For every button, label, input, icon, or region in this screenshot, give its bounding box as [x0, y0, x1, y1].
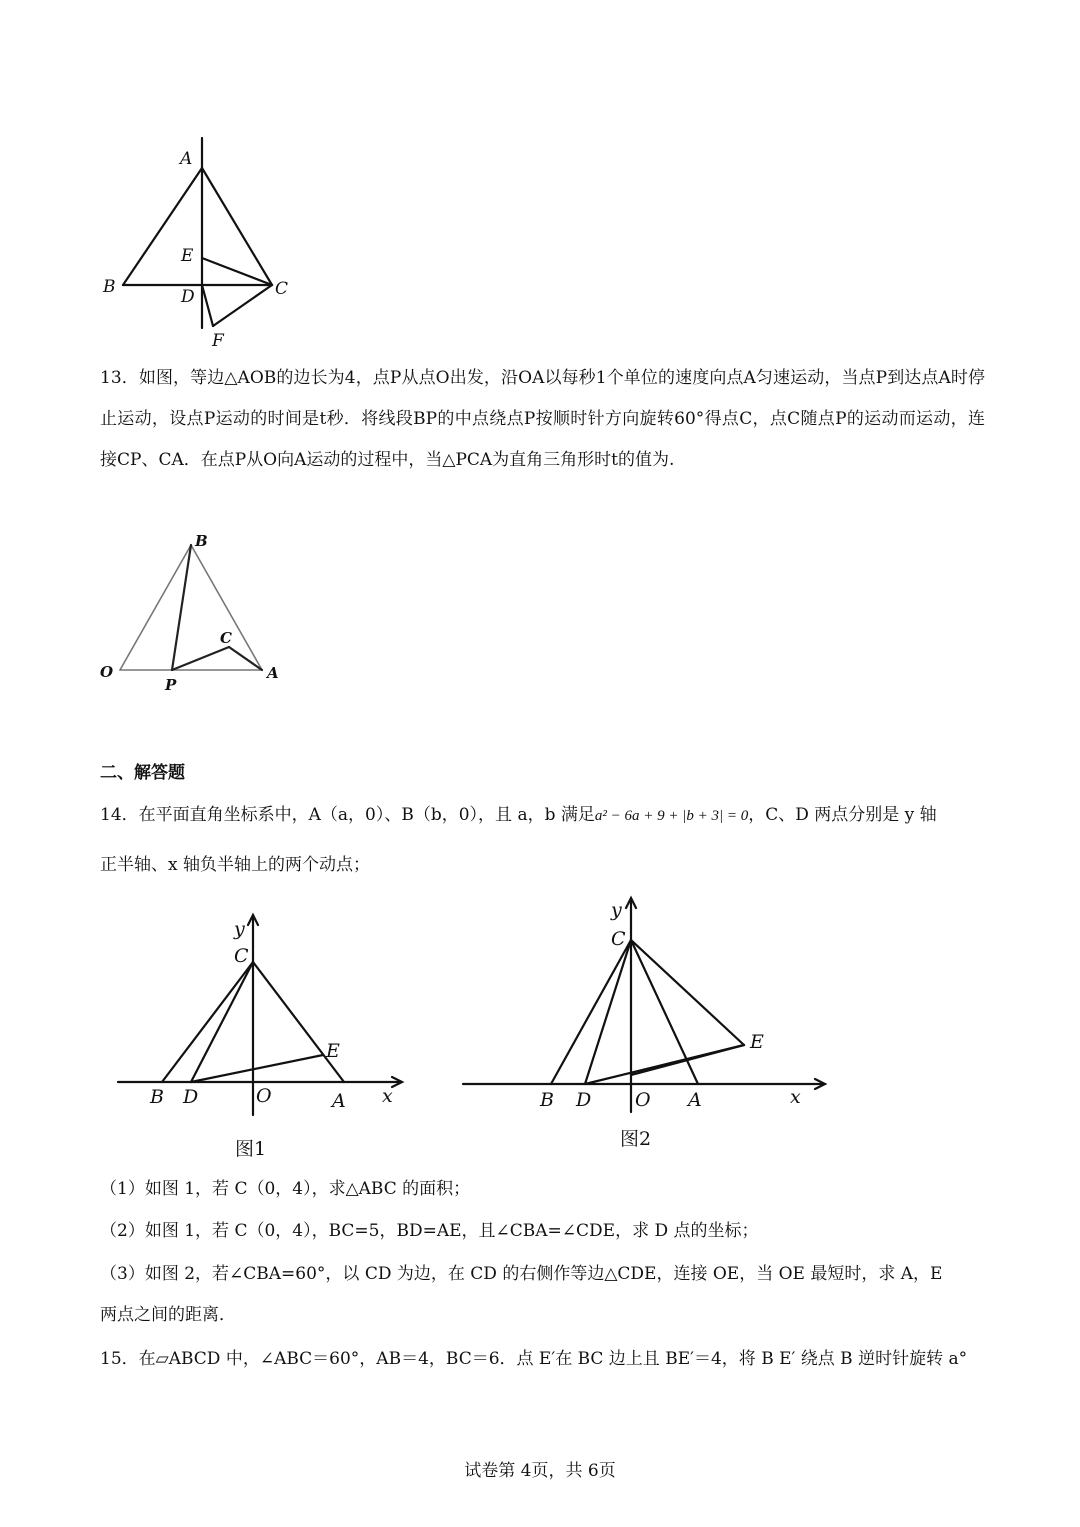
label-A: A — [688, 1089, 702, 1111]
label-O: O — [256, 1085, 272, 1107]
label-C: C — [234, 945, 249, 967]
line-AC — [202, 168, 272, 285]
label-F: F — [212, 331, 224, 351]
label-D: D — [576, 1089, 592, 1111]
line-DF — [202, 285, 213, 326]
question-14-sub2: （2）如图 1，若 C（0，4），BC=5，BD=AE，且∠CBA=∠CDE，求 D 点的坐标； — [100, 1221, 759, 1241]
label-B: B — [103, 277, 116, 297]
line-DE — [191, 1055, 323, 1082]
figure-q14-1 — [110, 905, 420, 1120]
label-x: x — [790, 1086, 801, 1108]
page-footer: 试卷第 4页，共 6页 — [464, 1461, 616, 1481]
q14-equation: a² − 6a + 9 + |b + 3| = 0 — [594, 808, 749, 824]
line-PC — [172, 647, 229, 670]
label-E: E — [750, 1031, 764, 1053]
line-BP — [172, 545, 191, 670]
label-C: C — [611, 928, 626, 950]
line-OE — [631, 1045, 744, 1075]
q14-line1-prefix: 14．在平面直角坐标系中，A（a，0）、B（b，0），且 a，b 满足 — [100, 805, 595, 825]
label-E: E — [181, 246, 194, 266]
line-OB — [120, 545, 191, 670]
label-A: A — [267, 664, 279, 682]
line-FC — [213, 285, 272, 326]
line-CE — [631, 940, 744, 1045]
line-CA — [253, 962, 344, 1082]
label-A: A — [332, 1090, 346, 1112]
figure-q12 — [95, 130, 315, 355]
label-B: B — [195, 532, 208, 550]
question-14-sub3-line2: 两点之间的距离． — [100, 1305, 236, 1325]
label-B: B — [150, 1086, 164, 1108]
line-AB — [123, 168, 202, 285]
label-x: x — [382, 1085, 393, 1107]
question-15-text: 15．在▱ABCD 中，∠ABC＝60°，AB＝4，BC＝6．点 E′在 BC 边上且 BE′＝4，将 B E′ 绕点 B 逆时针旋转 a° — [100, 1349, 968, 1369]
label-B: B — [540, 1089, 554, 1111]
label-E: E — [326, 1040, 340, 1062]
label-D: D — [181, 287, 195, 307]
label-C: C — [220, 629, 232, 647]
line-EC — [202, 258, 272, 285]
q14-line1-suffix: ，C、D 两点分别是 y 轴 — [748, 805, 937, 825]
label-P: P — [165, 676, 177, 694]
label-y: y — [611, 899, 622, 921]
label-D: D — [183, 1086, 199, 1108]
figure-q13 — [95, 528, 295, 698]
figure-q14-2 — [458, 890, 838, 1120]
figure-1-caption: 图1 — [235, 1138, 267, 1160]
figure-2-caption: 图2 — [620, 1128, 652, 1150]
line-CA — [229, 647, 262, 670]
label-C: C — [275, 279, 289, 299]
line-BC — [162, 962, 253, 1082]
question-14-line2: 正半轴、x 轴负半轴上的两个动点； — [100, 855, 370, 875]
label-O: O — [100, 663, 114, 681]
label-A: A — [180, 149, 193, 169]
line-DC — [191, 962, 253, 1082]
question-14-sub3-line1: （3）如图 2，若∠CBA=60°，以 CD 为边，在 CD 的右侧作等边△CDE，连接 OE，当 OE 最短时，求 A，E — [100, 1264, 943, 1284]
question-14-sub1: （1）如图 1，若 C（0，4），求△ABC 的面积； — [100, 1179, 471, 1199]
label-y: y — [234, 918, 245, 940]
section-heading: 二、解答题 — [100, 763, 185, 783]
label-O: O — [635, 1089, 651, 1111]
question-13-text: 13．如图，等边△AOB的边长为4，点P从点O出发，沿OA以每秒1个单位的速度向点A匀速运动，当点P到达点A时停止运动，设点P运动的时间是t秒．将线段BP的中点绕点P按顺时针方向旋转60°得点C，点C随点P的运动而运动，连接CP、CA．在点P从O向A运动的过程中，当△PCA为直角三角形时t的值为. — [100, 368, 985, 470]
question-14-line1 — [100, 800, 985, 825]
line-BA — [191, 545, 262, 670]
line-CA — [631, 940, 698, 1084]
